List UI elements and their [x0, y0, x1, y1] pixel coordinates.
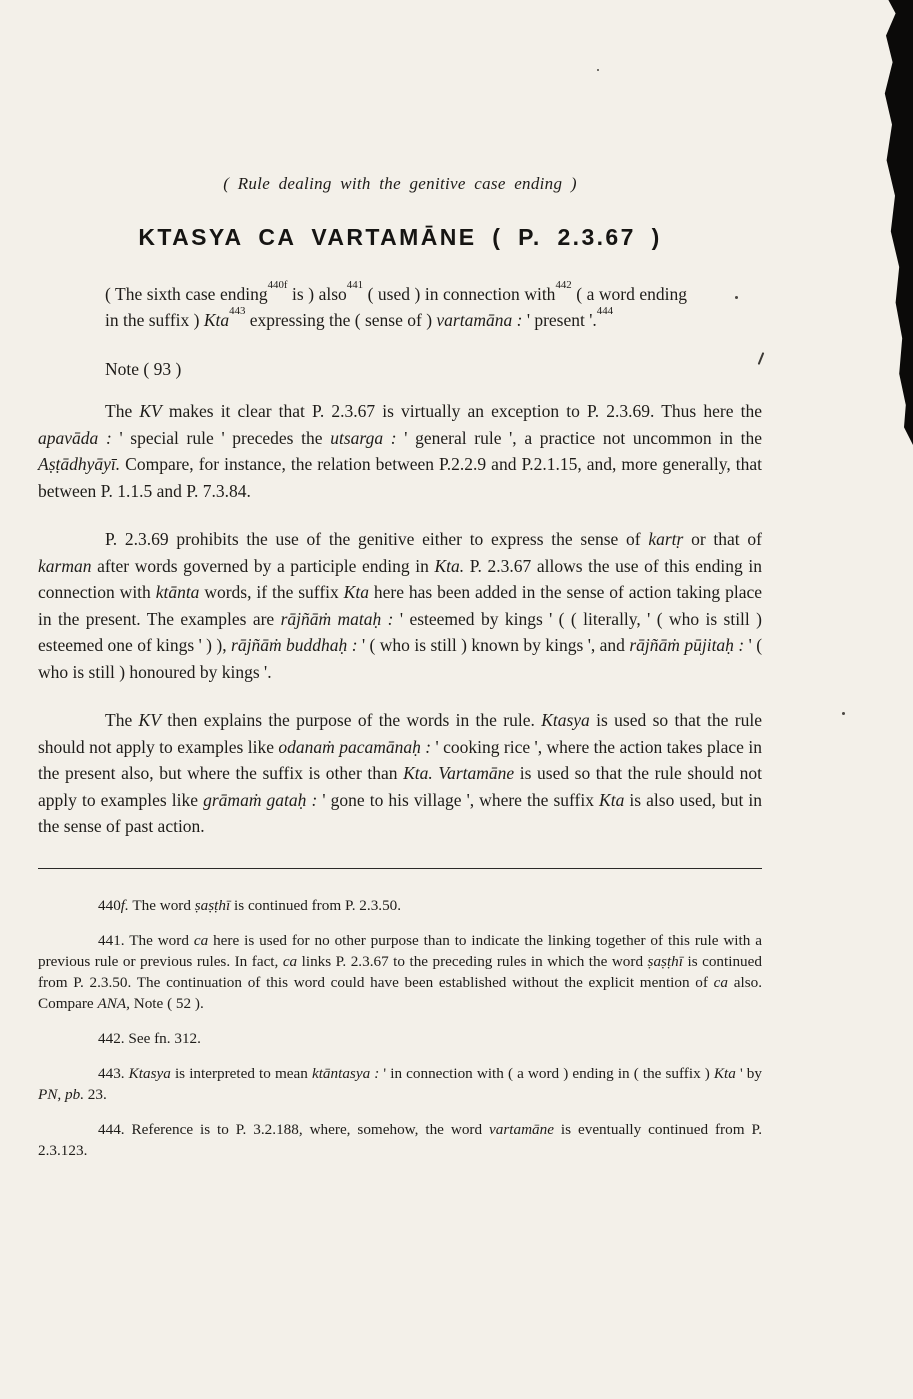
footnote-separator [38, 868, 762, 869]
commentary-paragraph-1: The KV makes it clear that P. 2.3.67 is virtually an exception to P. 2.3.69. Thus here the apavāda : ' special rule ' precedes the utsarga : ' general rule ', a practice not uncommon in the Aṣṭādhyāyī. Compare, for instance, the relation between P.2.2.9 and P.2.1.15, and, more generally, that between P. 1.1.5 and P. 7.3.84. [38, 401, 762, 501]
rule-subtitle: ( Rule dealing with the genitive case ending ) [223, 174, 577, 193]
text-column [38, 174, 762, 1175]
footnote-440f: 440f. The word ṣaṣṭhī is continued from P. 2.3.50. [98, 896, 402, 914]
scan-speck [842, 712, 845, 715]
sutra-title: KTASYA CA VARTAMĀNE ( P. 2.3.67 ) [138, 224, 662, 250]
footnote-443: 443. Ktasya is interpreted to mean ktāntasya : ' in connection with ( a word ) ending in ( the suffix ) Kta ' by PN, pb. 23. [38, 1064, 762, 1103]
translation-paragraph: ( The sixth case ending$^{440f}$ is ) also$^{441}$ ( used ) in connection with$^{442}$ ( a word ending in the suffix ) Kta$^{443}$ expressing the ( sense of ) vartamāna : ' present '.$^{444}$ [105, 279, 687, 330]
scan-binding-artifact [883, 0, 913, 445]
footnote-442: 442. See fn. 312. [98, 1029, 201, 1047]
footnote-444: 444. Reference is to P. 3.2.188, where, somehow, the word vartamāne is eventually continued from P. 2.3.123. [38, 1120, 763, 1159]
footnote-441: 441. The word ca here is used for no other purpose than to indicate the linking together of this rule with a previous rule or previous rules. In fact, ca links P. 2.3.67 to the preceding rules in which the word ṣaṣṭhī is continued from P. 2.3.50. The continuation of this word could have been established without the explicit mention of ca also. Compare ANA, Note ( 52 ). [38, 931, 762, 1012]
note-heading: Note ( 93 ) [105, 359, 182, 379]
commentary-paragraph-2: P. 2.3.69 prohibits the use of the genitive either to express the sense of kartṛ or that of karman after words governed by a participle ending in Kta. P. 2.3.67 allows the use of this ending in connection with ktānta words, if the suffix Kta here has been added in the sense of action taking place in the present. The examples are rājñāṁ mataḥ : ' esteemed by kings ' ( ( literally, ' ( who is still ) esteemed one of kings ' ) ), rājñāṁ buddhaḥ : ' ( who is still ) known by kings ', and rājñāṁ pūjitaḥ : ' ( who is still ) honoured by kings '. [38, 529, 763, 682]
commentary-paragraph-3: The KV then explains the purpose of the words in the rule. Ktasya is used so that the rule should not apply to examples like odanaṁ pacamānaḥ : ' cooking rice ', where the action takes place in the present also, but where the suffix is other than Kta. Vartamāne is used so that the rule should not apply to examples like grāmaṁ gataḥ : ' gone to his village ', where the suffix Kta is also used, but in the sense of past action. [38, 710, 763, 836]
scan-speck [597, 69, 599, 71]
